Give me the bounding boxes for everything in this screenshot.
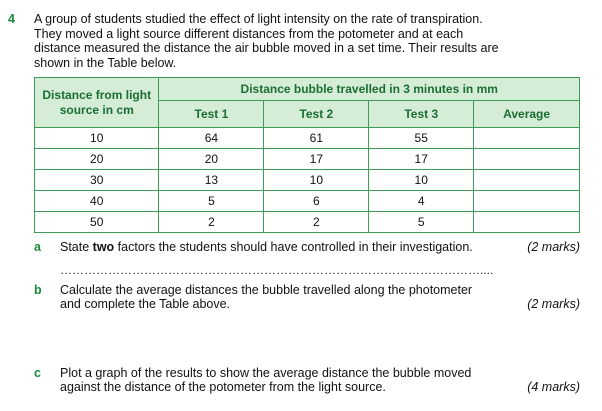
- table-cell: 64: [159, 128, 264, 149]
- part-a-text-pre: State: [60, 240, 93, 254]
- average-cell[interactable]: [474, 170, 580, 191]
- part-b-marks: (2 marks): [527, 297, 580, 311]
- table-cell: 10: [369, 170, 474, 191]
- part-c-line1: Plot a graph of the results to show the average distance the bubble moved: [60, 366, 472, 380]
- table-cell: 6: [264, 191, 369, 212]
- table-cell: 20: [35, 149, 159, 170]
- part-c-marks: (4 marks): [527, 380, 580, 394]
- part-a-letter: a: [34, 240, 41, 254]
- table-cell: 5: [159, 191, 264, 212]
- part-b-line1: Calculate the average distances the bubble travelled along the photometer: [60, 283, 473, 297]
- table-cell: 50: [35, 212, 159, 233]
- table-cell: 13: [159, 170, 264, 191]
- part-b-letter: b: [34, 283, 42, 297]
- part-a-marks: (2 marks): [527, 240, 580, 254]
- table-cell: 2: [159, 212, 264, 233]
- average-cell[interactable]: [474, 212, 580, 233]
- table-row: [35, 149, 580, 170]
- results-table: [34, 77, 580, 233]
- part-b-line2: and complete the Table above.: [60, 297, 231, 311]
- table-cell: 30: [35, 170, 159, 191]
- bubble-distance-header: Distance bubble travelled in 3 minutes in mm: [159, 78, 580, 101]
- table-row: [35, 170, 580, 191]
- average-cell[interactable]: [474, 191, 580, 212]
- table-cell: 10: [264, 170, 369, 191]
- table-cell: 5: [369, 212, 474, 233]
- table-cell: 55: [369, 128, 474, 149]
- table-cell: 17: [369, 149, 474, 170]
- part-c-line2: against the distance of the potometer from the light source.: [60, 380, 386, 394]
- part-a-text-post: factors the students should have controlled in their investigation.: [114, 240, 473, 254]
- table-cell: 10: [35, 128, 159, 149]
- average-cell[interactable]: [474, 128, 580, 149]
- average-cell[interactable]: [474, 149, 580, 170]
- distance-header: Distance from light source in cm: [35, 78, 159, 128]
- part-a-text-bold: two: [92, 240, 115, 254]
- part-c-letter: c: [34, 366, 41, 380]
- table-cell: 2: [264, 212, 369, 233]
- part-a-text: [60, 240, 473, 255]
- question-intro: A group of students studied the effect of light intensity on the rate of transpiration. They moved a light source different distances from the potometer and at each distance measured the distance the air bubble moved in a set time. Their results are shown in the Table below.: [34, 12, 499, 70]
- average-header: Average: [474, 101, 580, 128]
- table-cell: 4: [369, 191, 474, 212]
- answer-line[interactable]: ……………………………………………………………………………………………....: [60, 263, 494, 277]
- test2-header: Test 2: [264, 101, 369, 128]
- table-row: [35, 212, 580, 233]
- table-header-row: [35, 78, 580, 101]
- test1-header: Test 1: [159, 101, 264, 128]
- table-cell: 61: [264, 128, 369, 149]
- test3-header: Test 3: [369, 101, 474, 128]
- question-number: 4: [8, 12, 15, 26]
- table-cell: 20: [159, 149, 264, 170]
- table-row: [35, 128, 580, 149]
- table-cell: 17: [264, 149, 369, 170]
- table-cell: 40: [35, 191, 159, 212]
- table-row: [35, 191, 580, 212]
